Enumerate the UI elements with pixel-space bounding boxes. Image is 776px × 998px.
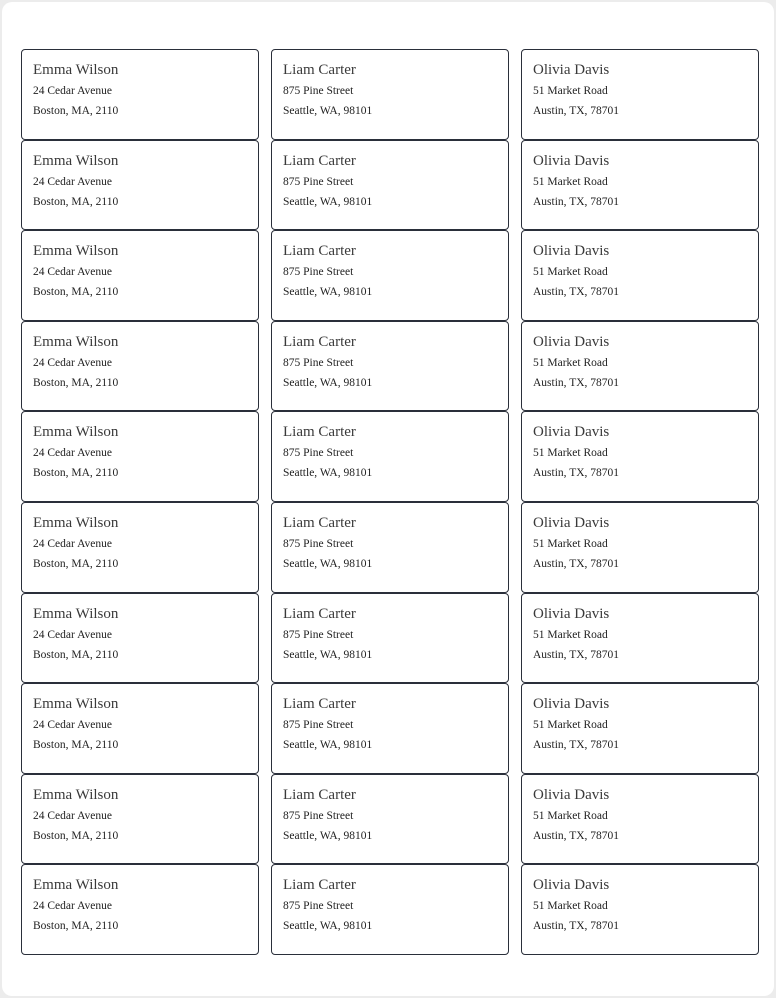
recipient-name: Emma Wilson — [33, 62, 119, 78]
address-label — [21, 321, 259, 412]
recipient-name: Emma Wilson — [33, 152, 119, 169]
recipient-name: Olivia Davis — [533, 786, 610, 803]
recipient-name: Olivia Davis — [533, 333, 610, 350]
city-state-zip: Boston, MA, 2110 — [33, 648, 119, 661]
street-address: 51 Market Road — [533, 175, 608, 188]
recipient-name: Emma Wilson — [33, 696, 119, 713]
address-label — [21, 230, 259, 321]
address-label — [521, 230, 759, 321]
street-address: 24 Cedar Avenue — [33, 809, 112, 822]
street-address: 875 Pine Street — [283, 809, 354, 822]
recipient-name: Liam Carter — [283, 696, 356, 713]
recipient-name: Liam Carter — [283, 243, 356, 260]
address-label — [271, 230, 509, 321]
street-address: 875 Pine Street — [283, 175, 354, 188]
recipient-name: Emma Wilson — [33, 333, 119, 350]
street-address: 51 Market Road — [533, 356, 608, 369]
street-address: 875 Pine Street — [283, 628, 354, 641]
address-label — [521, 774, 759, 865]
city-state-zip: Boston, MA, 2110 — [33, 195, 119, 208]
recipient-name: Liam Carter — [283, 424, 356, 441]
street-address: 51 Market Road — [533, 628, 608, 641]
recipient-name: Emma Wilson — [33, 877, 119, 894]
address-label — [271, 502, 509, 593]
city-state-zip: Austin, TX, 78701 — [533, 920, 620, 933]
recipient-name: Liam Carter — [283, 786, 356, 803]
street-address: 24 Cedar Avenue — [33, 447, 112, 460]
street-address: 51 Market Road — [533, 266, 608, 279]
recipient-name: Olivia Davis — [533, 514, 610, 531]
street-address: 875 Pine Street — [283, 537, 354, 550]
recipient-name: Emma Wilson — [33, 243, 119, 260]
city-state-zip: Boston, MA, 2110 — [33, 739, 119, 752]
recipient-name: Liam Carter — [283, 514, 356, 531]
city-state-zip: Boston, MA, 2110 — [33, 286, 119, 299]
city-state-zip: Boston, MA, 2110 — [33, 829, 119, 842]
address-label — [21, 774, 259, 865]
address-label — [521, 683, 759, 774]
street-address: 24 Cedar Avenue — [33, 85, 112, 97]
address-label — [21, 593, 259, 684]
recipient-name: Liam Carter — [283, 62, 356, 78]
city-state-zip: Seattle, WA, 98101 — [283, 376, 373, 389]
address-label — [271, 411, 509, 502]
city-state-zip: Boston, MA, 2110 — [33, 105, 119, 117]
address-label — [521, 49, 759, 140]
address-label — [21, 683, 259, 774]
city-state-zip: Austin, TX, 78701 — [533, 557, 620, 570]
street-address: 51 Market Road — [533, 447, 608, 460]
street-address: 875 Pine Street — [283, 266, 354, 279]
recipient-name: Liam Carter — [283, 152, 356, 169]
address-label — [21, 864, 259, 955]
street-address: 875 Pine Street — [283, 85, 354, 97]
city-state-zip: Seattle, WA, 98101 — [283, 195, 373, 208]
city-state-zip: Seattle, WA, 98101 — [283, 286, 373, 299]
street-address: 51 Market Road — [533, 900, 608, 913]
address-label — [271, 321, 509, 412]
street-address: 24 Cedar Avenue — [33, 628, 112, 641]
recipient-name: Olivia Davis — [533, 877, 610, 894]
city-state-zip: Seattle, WA, 98101 — [283, 105, 373, 117]
address-label — [271, 140, 509, 231]
city-state-zip: Austin, TX, 78701 — [533, 829, 620, 842]
street-address: 875 Pine Street — [283, 447, 354, 460]
street-address: 24 Cedar Avenue — [33, 900, 112, 913]
recipient-name: Liam Carter — [283, 333, 356, 350]
city-state-zip: Boston, MA, 2110 — [33, 467, 119, 480]
address-label — [271, 49, 509, 140]
address-label — [521, 411, 759, 502]
address-label — [521, 593, 759, 684]
street-address: 875 Pine Street — [283, 356, 354, 369]
recipient-name: Olivia Davis — [533, 62, 610, 78]
city-state-zip: Seattle, WA, 98101 — [283, 739, 373, 752]
city-state-zip: Austin, TX, 78701 — [533, 648, 620, 661]
label-grid — [21, 49, 759, 955]
city-state-zip: Austin, TX, 78701 — [533, 105, 620, 117]
address-label — [271, 774, 509, 865]
city-state-zip: Boston, MA, 2110 — [33, 376, 119, 389]
address-label — [271, 683, 509, 774]
street-address: 51 Market Road — [533, 85, 608, 97]
address-label — [21, 502, 259, 593]
city-state-zip: Seattle, WA, 98101 — [283, 467, 373, 480]
address-label — [271, 864, 509, 955]
address-label — [21, 411, 259, 502]
recipient-name: Olivia Davis — [533, 424, 610, 441]
city-state-zip: Boston, MA, 2110 — [33, 557, 119, 570]
street-address: 24 Cedar Avenue — [33, 175, 112, 188]
street-address: 24 Cedar Avenue — [33, 266, 112, 279]
street-address: 24 Cedar Avenue — [33, 537, 112, 550]
street-address: 51 Market Road — [533, 719, 608, 732]
city-state-zip: Seattle, WA, 98101 — [283, 648, 373, 661]
city-state-zip: Boston, MA, 2110 — [33, 920, 119, 933]
address-label — [21, 49, 259, 140]
recipient-name: Emma Wilson — [33, 605, 119, 622]
street-address: 875 Pine Street — [283, 719, 354, 732]
address-label — [271, 593, 509, 684]
address-label — [521, 321, 759, 412]
city-state-zip: Seattle, WA, 98101 — [283, 920, 373, 933]
city-state-zip: Austin, TX, 78701 — [533, 195, 620, 208]
address-label — [521, 140, 759, 231]
address-label — [521, 864, 759, 955]
city-state-zip: Seattle, WA, 98101 — [283, 557, 373, 570]
address-label — [521, 502, 759, 593]
street-address: 24 Cedar Avenue — [33, 719, 112, 732]
address-label — [21, 140, 259, 231]
recipient-name: Olivia Davis — [533, 696, 610, 713]
recipient-name: Liam Carter — [283, 605, 356, 622]
label-sheet — [2, 2, 774, 996]
street-address: 51 Market Road — [533, 809, 608, 822]
city-state-zip: Austin, TX, 78701 — [533, 739, 620, 752]
recipient-name: Olivia Davis — [533, 605, 610, 622]
recipient-name: Emma Wilson — [33, 786, 119, 803]
recipient-name: Olivia Davis — [533, 152, 610, 169]
city-state-zip: Austin, TX, 78701 — [533, 286, 620, 299]
street-address: 875 Pine Street — [283, 900, 354, 913]
recipient-name: Emma Wilson — [33, 424, 119, 441]
recipient-name: Olivia Davis — [533, 243, 610, 260]
city-state-zip: Austin, TX, 78701 — [533, 467, 620, 480]
street-address: 51 Market Road — [533, 537, 608, 550]
recipient-name: Emma Wilson — [33, 514, 119, 531]
city-state-zip: Seattle, WA, 98101 — [283, 829, 373, 842]
recipient-name: Liam Carter — [283, 877, 356, 894]
city-state-zip: Austin, TX, 78701 — [533, 376, 620, 389]
street-address: 24 Cedar Avenue — [33, 356, 112, 369]
